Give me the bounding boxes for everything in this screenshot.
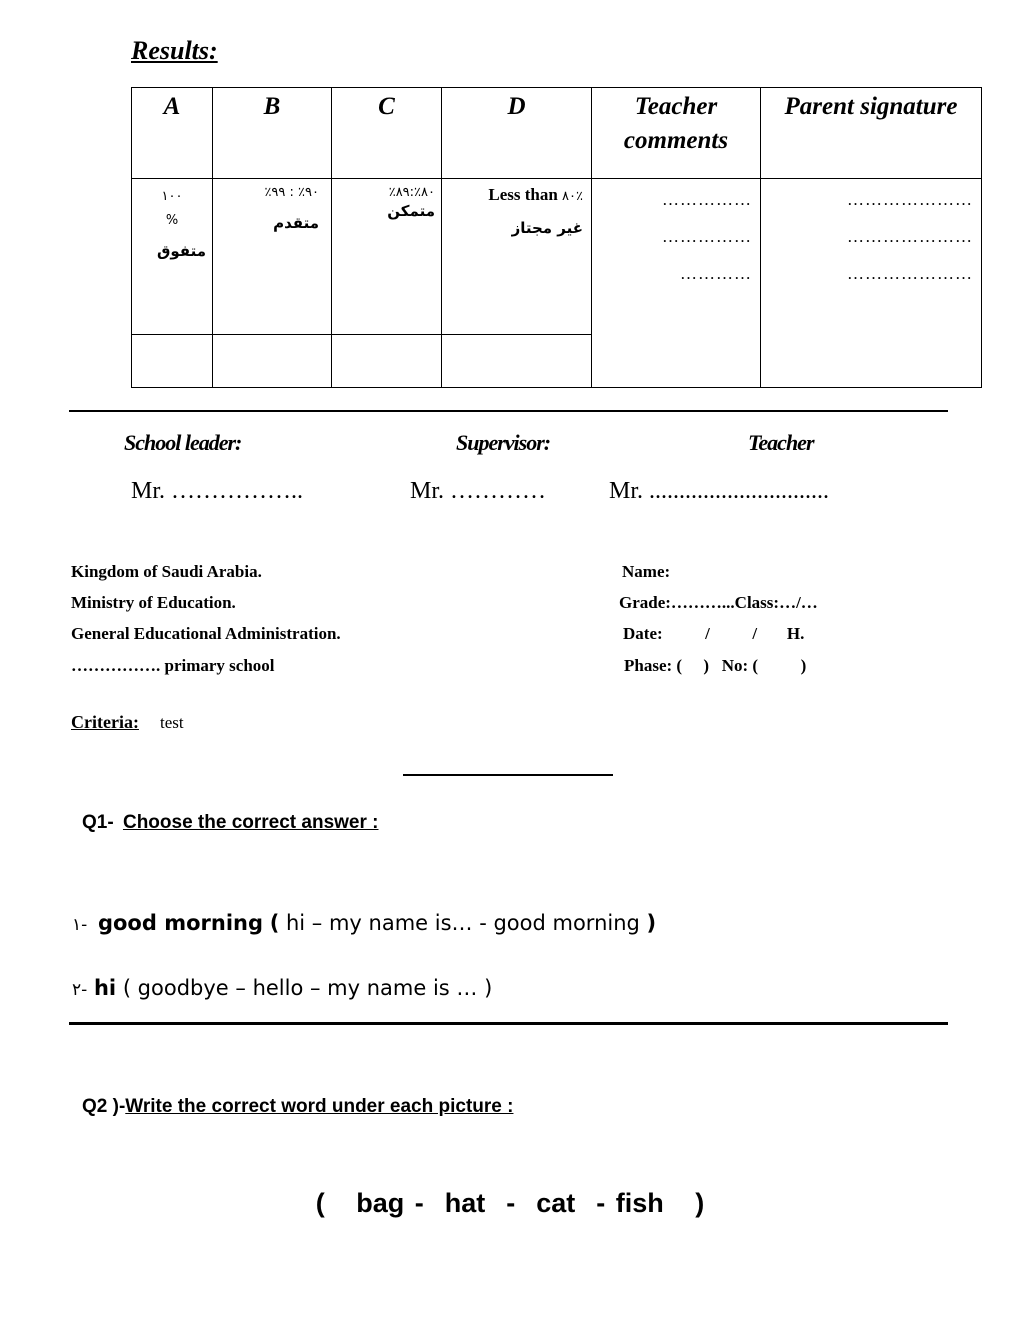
- q1-item-2: [72, 976, 492, 1000]
- grade-a-cell: [132, 179, 213, 335]
- school-leader-name: Mr. ……………..: [131, 478, 304, 504]
- parent-signature-cell[interactable]: [761, 179, 982, 388]
- teacher-name: Mr. ..............................: [609, 478, 830, 504]
- q1-item-1-options: hi – my name is… - good morning: [285, 911, 640, 935]
- q1-item-1-num: ١-: [72, 915, 88, 935]
- student-name-field[interactable]: Name:: [622, 562, 671, 581]
- q1-item-2-num: ٢-: [72, 980, 88, 1000]
- teacher-comment-line: ……………: [662, 190, 752, 209]
- grade-b-cell: [213, 179, 332, 335]
- grade-class-field[interactable]: Grade:………...Class:…/…: [619, 593, 818, 612]
- header-school: ……………. primary school: [71, 656, 275, 675]
- header-a: A: [132, 88, 213, 179]
- q2-title: Write the correct word under each picture :: [125, 1096, 514, 1117]
- results-grade-row: [132, 179, 982, 335]
- section-divider: [69, 1022, 948, 1025]
- empty-cell-c[interactable]: [332, 335, 442, 388]
- q2-heading: [82, 1096, 513, 1118]
- grade-a-percent: %: [165, 213, 179, 228]
- teacher-comments-cell[interactable]: [592, 179, 761, 388]
- word-bank: ( bag - hat - cat - fish ): [315, 1188, 705, 1218]
- header-kingdom: Kingdom of Saudi Arabia.: [71, 562, 262, 581]
- grade-d-label: غير مجتاز: [511, 219, 583, 237]
- header-c: C: [332, 88, 442, 179]
- header-d: D: [442, 88, 592, 179]
- supervisor-name: Mr. …………: [410, 478, 547, 504]
- empty-cell-b[interactable]: [213, 335, 332, 388]
- q1-item-1-open-paren: (: [269, 911, 280, 935]
- grade-a-range: ١٠٠: [161, 189, 183, 204]
- results-title: Results:: [131, 36, 218, 65]
- q1-item-2-options: ( goodbye – hello – my name is … ): [122, 976, 493, 1000]
- grade-c-label: متمكن: [387, 202, 435, 220]
- divider-line: [69, 410, 948, 412]
- empty-cell-a[interactable]: [132, 335, 213, 388]
- q1-item-1-close-paren: ): [646, 911, 657, 935]
- q1-title: Choose the correct answer :: [122, 812, 379, 833]
- parent-signature-line: …………………: [847, 227, 973, 246]
- grade-c-range: ٨٠٪:٨٩٪: [388, 185, 435, 200]
- grade-a-label: متفوق: [156, 242, 206, 260]
- header-administration: General Educational Administration.: [71, 624, 341, 643]
- criteria-value: test: [160, 713, 184, 732]
- results-table: [131, 87, 982, 388]
- grade-b-label: متقدم: [273, 214, 319, 232]
- date-field[interactable]: Date: / / H.: [623, 624, 805, 643]
- header-ministry: Ministry of Education.: [71, 593, 236, 612]
- grade-b-range: ٩٠٪ : ٩٩٪: [264, 185, 319, 200]
- criteria-label: Criteria:: [71, 712, 139, 732]
- grade-d-range-prefix: Less than: [488, 185, 558, 204]
- empty-cell-d[interactable]: [442, 335, 592, 388]
- results-header-row: [132, 88, 982, 179]
- header-teacher-comments: Teacher comments: [592, 88, 761, 179]
- q2-number: Q2 )-: [82, 1096, 126, 1117]
- teacher-comment-line: ……………: [662, 227, 752, 246]
- grade-d-cell: [442, 179, 592, 335]
- q1-heading: [82, 812, 379, 834]
- teacher-title: Teacher: [748, 430, 814, 455]
- q1-item-1-word: good morning: [97, 911, 263, 935]
- phase-no-field[interactable]: Phase: ( ) No: ( ): [624, 656, 807, 675]
- header-parent-signature: Parent signature: [761, 88, 982, 179]
- short-divider: [403, 774, 613, 776]
- grade-d-range-value: ٨٠٪: [562, 189, 583, 204]
- q1-item-1: [72, 911, 656, 935]
- q1-number: Q1-: [82, 812, 114, 833]
- school-leader-title: School leader:: [124, 430, 242, 455]
- header-b: B: [213, 88, 332, 179]
- grade-c-cell: [332, 179, 442, 335]
- parent-signature-line: …………………: [847, 264, 973, 283]
- parent-signature-line: …………………: [847, 190, 973, 209]
- teacher-comment-line: …………: [680, 264, 752, 283]
- q1-item-2-word: hi: [93, 976, 117, 1000]
- supervisor-title: Supervisor:: [456, 430, 551, 455]
